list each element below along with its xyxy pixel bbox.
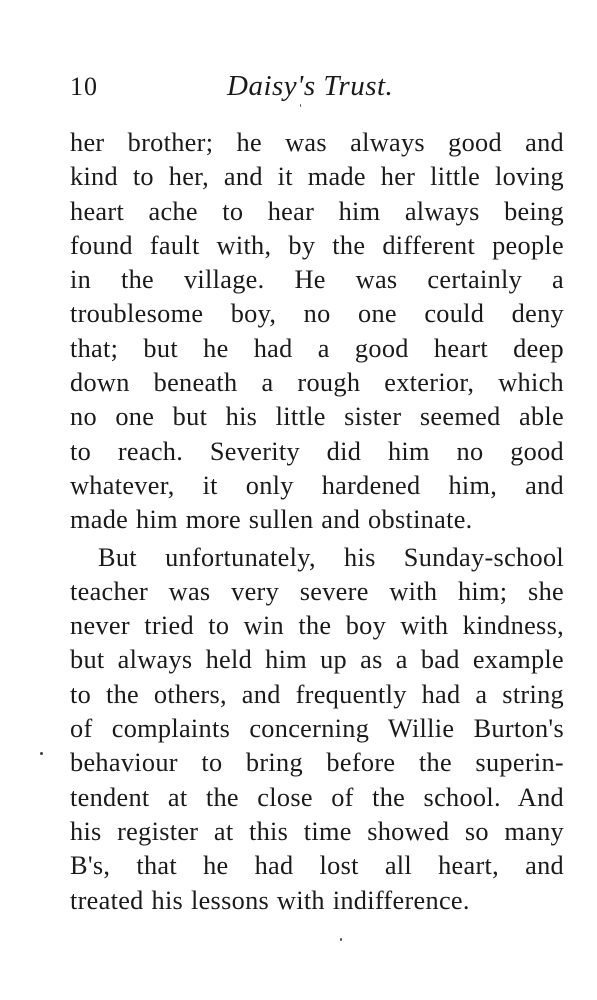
text-line: treated his lessons with indifference. <box>70 885 470 915</box>
text-line: that; but he had a good heart deep <box>70 333 564 363</box>
print-speck <box>340 938 342 941</box>
text-line: to reach. Severity did him no good <box>70 436 564 466</box>
text-line: found fault with, by the different people <box>70 230 564 260</box>
text-line: troublesome boy, no one could deny <box>70 299 564 329</box>
text-line: to the others, and frequently had a string <box>70 679 564 709</box>
text-line: B's, that he had lost all heart, and <box>70 851 564 881</box>
page-number: 10 <box>70 72 98 101</box>
text-line: teacher was very severe with him; she <box>70 576 564 606</box>
text-line: behaviour to bring before the superin- <box>70 748 564 778</box>
text-line: no one but his little sister seemed able <box>70 402 564 432</box>
text-line: her brother; he was always good and <box>70 128 564 157</box>
paragraph-1 <box>70 126 564 538</box>
text-line: kind to her, and it made her little loving <box>70 162 564 192</box>
print-speck <box>300 104 301 107</box>
print-speck <box>40 752 43 755</box>
text-line: made him more sullen and obstinate. <box>70 505 473 535</box>
paragraph-2 <box>70 541 564 918</box>
text-line: in the village. He was certainly a <box>70 265 564 295</box>
text-line: his register at this time showed so many <box>70 816 564 846</box>
text-line: of complaints concerning Willie Burton's <box>70 714 564 744</box>
text-line: whatever, it only hardened him, and <box>70 470 564 500</box>
text-line: down beneath a rough exterior, which <box>70 368 564 398</box>
text-line: but always held him up as a bad example <box>70 645 564 675</box>
text-line: But unfortunately, his Sunday-school <box>98 542 564 572</box>
text-line: tendent at the close of the school. And <box>70 782 564 812</box>
running-title: Daisy's Trust. <box>227 70 394 102</box>
text-line: heart ache to hear him always being <box>70 196 564 226</box>
page-header <box>70 68 564 112</box>
body-text <box>70 126 564 918</box>
text-line: never tried to win the boy with kindness, <box>70 611 564 641</box>
